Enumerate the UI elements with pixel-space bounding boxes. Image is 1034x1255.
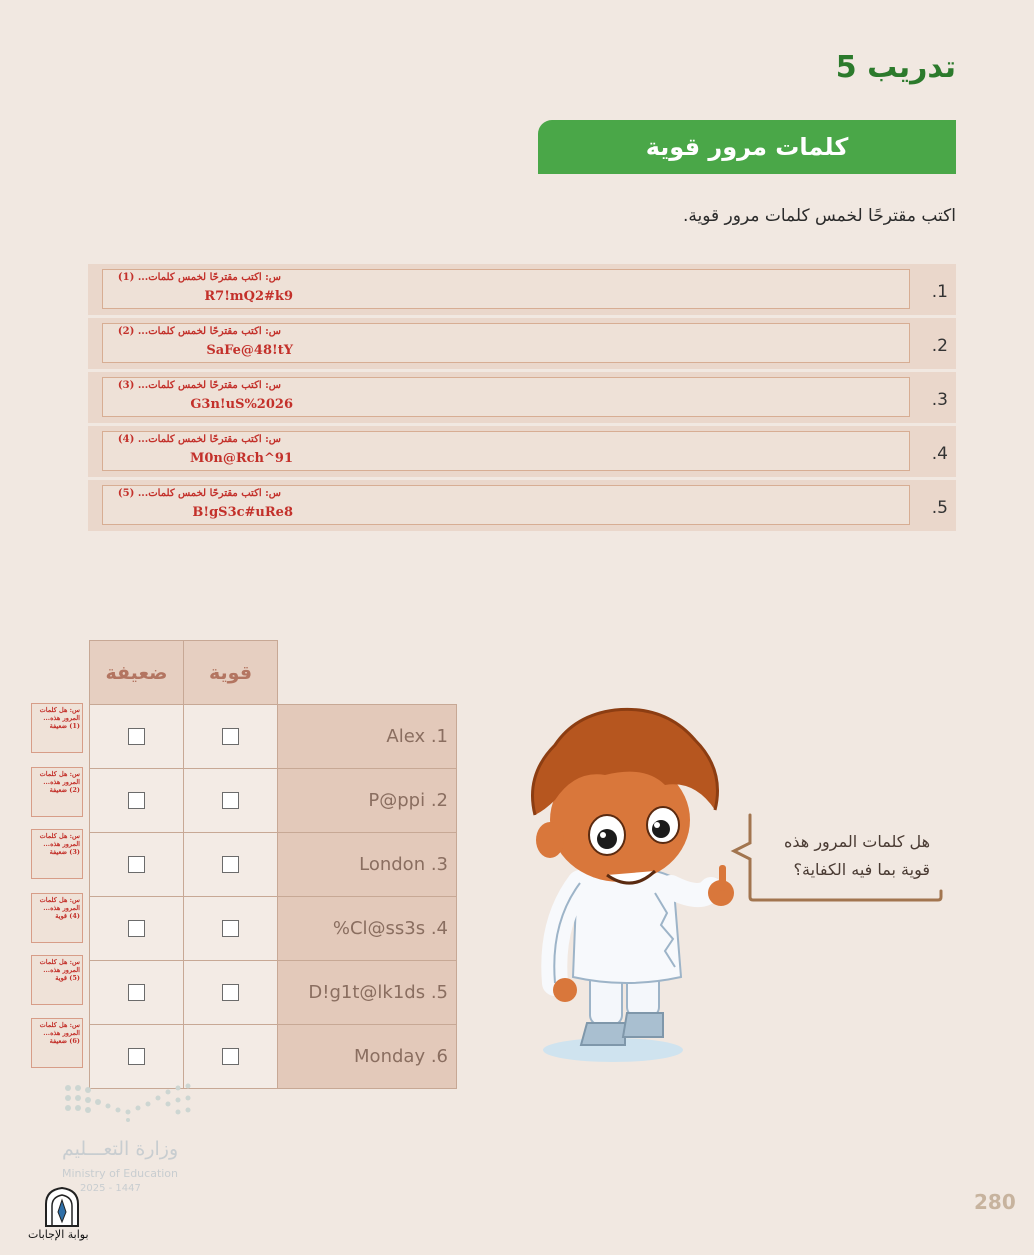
strong-checkbox-3[interactable] (183, 832, 278, 897)
answer-row-4 (88, 426, 956, 477)
boy-character-illustration (495, 705, 750, 1070)
password-label: London .3 (277, 832, 457, 897)
section-banner: كلمات مرور قوية (538, 120, 956, 174)
instruction-text: اكتب مقترحًا لخمس كلمات مرور قوية. (682, 206, 956, 226)
password-label: %Cl@ss3s .4 (277, 896, 457, 961)
answer-question: س: اكتب مقترحًا لخمس كلمات... (2) (117, 326, 281, 337)
weak-checkbox-4[interactable] (89, 896, 184, 961)
answer-value: G3n!uS%2026 (190, 397, 293, 412)
answer-row-3 (88, 372, 956, 423)
strong-checkbox-2[interactable] (183, 768, 278, 833)
weak-checkbox-1[interactable] (89, 704, 184, 769)
answer-question: س: اكتب مقترحًا لخمس كلمات... (1) (117, 272, 281, 283)
page-number: 280 (974, 1190, 1016, 1214)
side-note-2: س: هل كلمات المرور هذه... (2) ضعيفة (31, 767, 83, 817)
header-weak: ضعيفة (89, 640, 184, 705)
row-number: .2 (931, 336, 948, 356)
ministry-name-english: Ministry of Education (62, 1167, 179, 1180)
answer-value: SaFe@48!tY (206, 343, 293, 358)
answer-field-3[interactable] (102, 377, 910, 417)
ministry-year: 2025 - 1447 (80, 1183, 141, 1194)
row-number: .1 (931, 282, 948, 302)
side-note-5: س: هل كلمات المرور هذه... (5) قوية (31, 955, 83, 1005)
answer-question: س: اكتب مقترحًا لخمس كلمات... (5) (117, 488, 281, 499)
side-note-3: س: هل كلمات المرور هذه... (3) ضعيفة (31, 829, 83, 879)
answer-question: س: اكتب مقترحًا لخمس كلمات... (3) (117, 380, 281, 391)
weak-checkbox-5[interactable] (89, 960, 184, 1025)
password-label: Monday .6 (277, 1024, 457, 1089)
weak-checkbox-2[interactable] (89, 768, 184, 833)
answer-value: M0n@Rch^91 (189, 451, 293, 466)
side-note-6: س: هل كلمات المرور هذه... (6) ضعيفة (31, 1018, 83, 1068)
answer-value: B!gS3c#uRe8 (192, 505, 293, 520)
password-label: Alex .1 (277, 704, 457, 769)
speech-bubble-text: هل كلمات المرور هذه قوية بما فيه الكفاية؟ (784, 832, 930, 879)
answer-field-1[interactable] (102, 269, 910, 309)
side-note-4: س: هل كلمات المرور هذه... (4) قوية (31, 893, 83, 943)
answer-row-5 (88, 480, 956, 531)
header-strong: قوية (183, 640, 278, 705)
answer-field-5[interactable] (102, 485, 910, 525)
weak-checkbox-3[interactable] (89, 832, 184, 897)
answer-question: س: اكتب مقترحًا لخمس كلمات... (4) (117, 434, 281, 445)
portal-label: بوابة الإجابات (28, 1228, 89, 1241)
answer-value: R7!mQ2#k9 (204, 289, 293, 304)
side-note-1: س: هل كلمات المرور هذه... (1) ضعيفة (31, 703, 83, 753)
strong-checkbox-4[interactable] (183, 896, 278, 961)
ministry-name-arabic: وزارة التعـــليم (62, 1138, 179, 1160)
ministry-logo-dots (60, 1080, 200, 1125)
answer-row-1 (88, 264, 956, 315)
strong-checkbox-1[interactable] (183, 704, 278, 769)
strong-checkbox-5[interactable] (183, 960, 278, 1025)
portal-logo-icon (42, 1186, 82, 1228)
password-label: D!g1t@lk1ds .5 (277, 960, 457, 1025)
page-title: تدريب 5 (835, 50, 956, 85)
row-number: .5 (931, 498, 948, 518)
row-number: .3 (931, 390, 948, 410)
answer-field-2[interactable] (102, 323, 910, 363)
row-number: .4 (931, 444, 948, 464)
answer-row-2 (88, 318, 956, 369)
password-label: P@ppi .2 (277, 768, 457, 833)
answer-field-4[interactable] (102, 431, 910, 471)
